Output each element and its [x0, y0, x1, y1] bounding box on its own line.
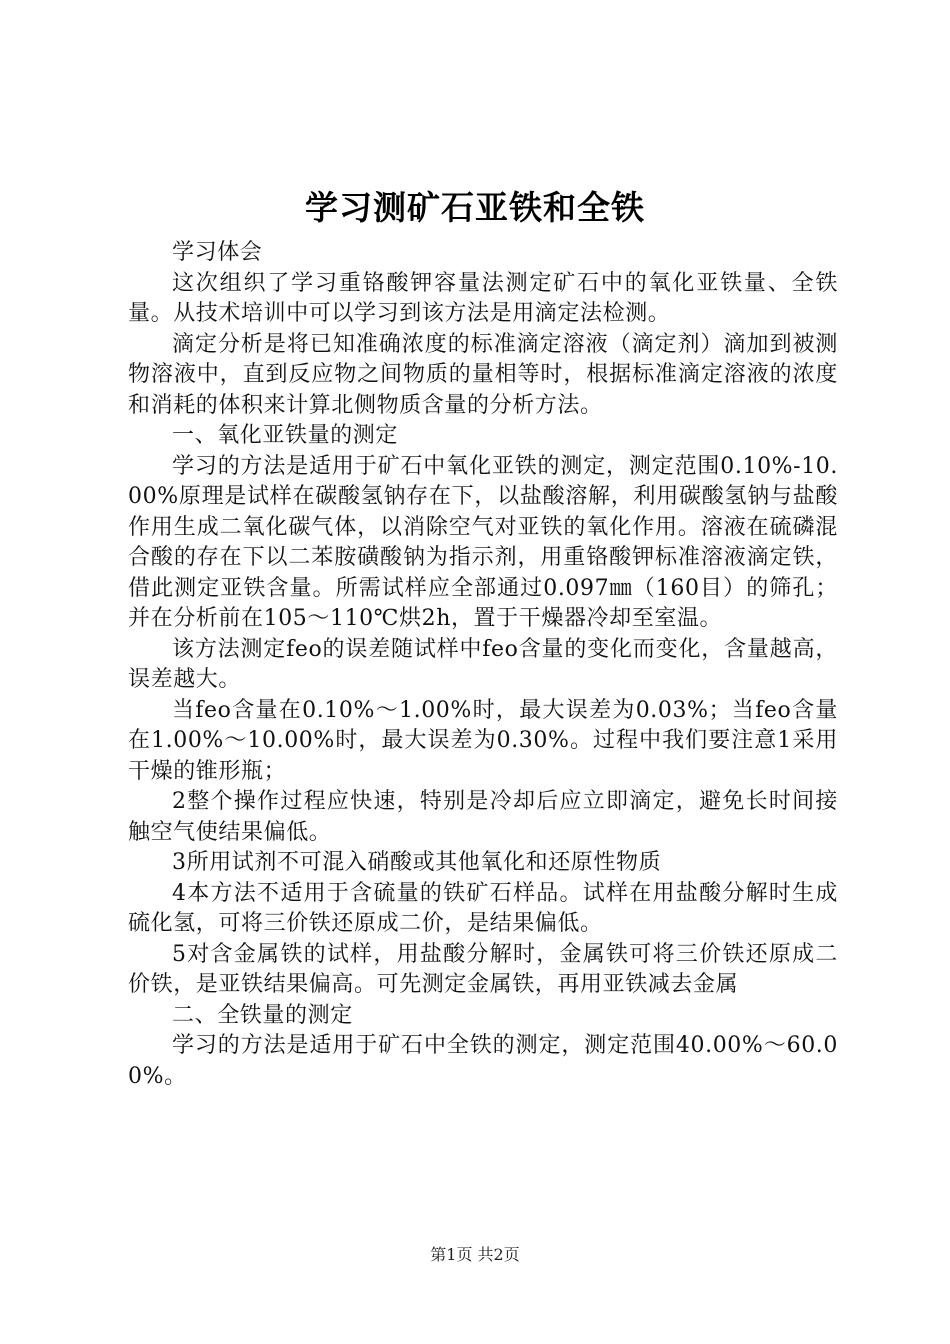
paragraph-feo-error-range: 当feo含量在0.10%～1.00%时，最大误差为0.03%；当feo含量在1.00%～10.00%时，最大误差为0.30%。过程中我们要注意1采用干燥的锥形瓶； [128, 697, 838, 784]
document-body [128, 238, 838, 1092]
paragraph-titration-definition: 滴定分析是将已知准确浓度的标准滴定溶液（滴定剂）滴加到被测物溶液中，直到反应物之间物质的量相等时，根据标准滴定溶液的浓度和消耗的体积来计算北侧物质含量的分析方法。 [128, 331, 838, 418]
paragraph-total-iron-method: 学习的方法是适用于矿石中全铁的测定，测定范围40.00%～60.00%。 [128, 1033, 838, 1089]
paragraph-feo-method: 学习的方法是适用于矿石中氧化亚铁的测定，测定范围0.10%-10.00%原理是试样在碳酸氢钠存在下，以盐酸溶解，利用碳酸氢钠与盐酸作用生成二氧化碳气体，以消除空气对亚铁的氧化作用。溶液在硫磷混合酸的存在下以二苯胺磺酸钠为指示剂，用重铬酸钾标准溶液滴定铁，借此测定亚铁含量。所需试样应全部通过0.097㎜（160目）的筛孔；并在分析前在105～110℃烘2h，置于干燥器冷却至室温。 [128, 453, 838, 631]
paragraph-feo-error: 该方法测定feo的误差随试样中feo含量的变化而变化，含量越高，误差越大。 [128, 636, 838, 692]
section-heading-total-iron: 二、全铁量的测定 [172, 1002, 353, 1028]
document-title: 学习测矿石亚铁和全铁 [305, 188, 645, 227]
section-heading-feo: 一、氧化亚铁量的测定 [172, 423, 399, 448]
paragraph-note-3: 3所用试剂不可混入硝酸或其他氧化和还原性物质 [172, 850, 662, 875]
paragraph-note-2: 2整个操作过程应快速，特别是冷却后应立即滴定，避免长时间接触空气使结果偏低。 [128, 789, 838, 845]
page-footer: 第1页 共2页 [430, 1245, 520, 1264]
paragraph-intro: 这次组织了学习重铬酸钾容量法测定矿石中的氧化亚铁量、全铁量。从技术培训中可以学习到该方法是用滴定法检测。 [128, 270, 838, 326]
paragraph-note-5: 5对含金属铁的试样，用盐酸分解时，金属铁可将三价铁还原成二价铁，是亚铁结果偏高。可先测定金属铁，再用亚铁减去金属 [128, 941, 838, 997]
paragraph-heading-study-notes: 学习体会 [172, 240, 263, 265]
paragraph-note-4: 4本方法不适用于含硫量的铁矿石样品。试样在用盐酸分解时生成硫化氢，可将三价铁还原成二价，是结果偏低。 [128, 880, 838, 936]
